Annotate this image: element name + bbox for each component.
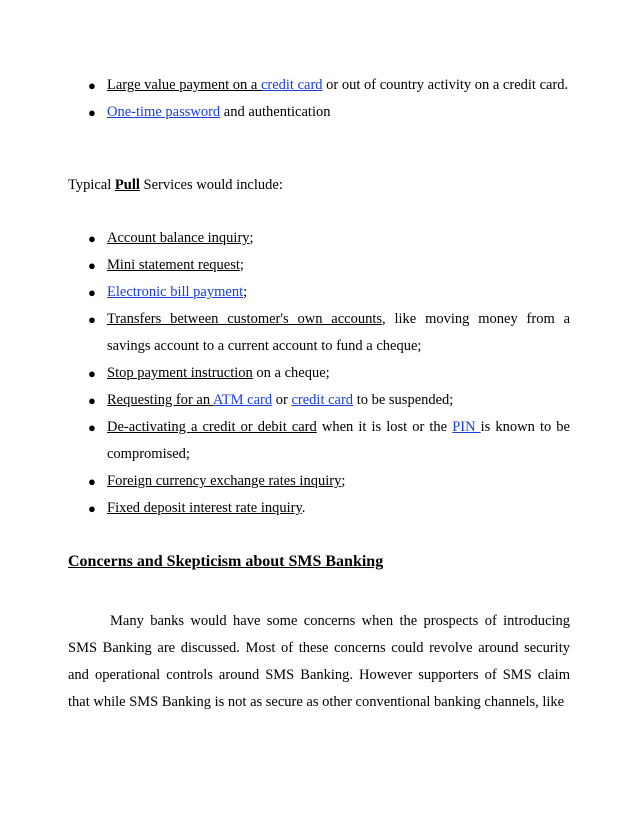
body-paragraph: Many banks would have some concerns when the prospects of introducing SMS Banking are discussed. Most of these concerns could revolve around security and operational controls around SMS Banking. However supporters of SMS claim that while SMS Banking is not as secure as other conventional banking channels, like	[68, 613, 570, 710]
list-item	[80, 360, 570, 387]
bullet-icon: ●	[88, 474, 96, 489]
item-text: to be suspended;	[353, 392, 454, 408]
item-text: ;	[341, 473, 346, 489]
underlined-term: Fixed deposit interest rate inquiry	[107, 500, 302, 516]
list-item	[80, 495, 570, 522]
item-text: when it is lost or the	[316, 419, 453, 435]
bullet-icon: ●	[88, 501, 96, 516]
bullet-icon: ●	[88, 393, 96, 408]
list-item	[80, 225, 570, 252]
list-item	[80, 99, 570, 126]
bullet-icon: ●	[88, 285, 96, 300]
pull-intro-prefix: Typical	[68, 177, 115, 193]
item-text: .	[301, 500, 306, 516]
underlined-term: Mini statement request	[107, 257, 240, 273]
underlined-term: Stop payment instruction	[107, 365, 253, 381]
underlined-term: Requesting for an	[107, 392, 213, 408]
hyperlink[interactable]: credit card	[260, 77, 323, 93]
item-text: ;	[249, 230, 254, 246]
hyperlink[interactable]: ATM card	[212, 392, 273, 408]
item-text: and authentication	[220, 104, 331, 120]
item-text: or	[272, 392, 292, 408]
list-item	[80, 468, 570, 495]
bullet-icon: ●	[88, 105, 96, 120]
underlined-term: Foreign currency exchange rates inquiry	[107, 473, 342, 489]
bullet-icon: ●	[88, 366, 96, 381]
pull-services-list	[80, 225, 570, 522]
pull-services-intro	[68, 172, 570, 199]
bullet-icon: ●	[88, 231, 96, 246]
list-item	[80, 387, 570, 414]
underlined-term: Transfers between customer's own accounts	[107, 311, 383, 327]
hyperlink[interactable]: PIN	[452, 419, 481, 435]
pull-intro-suffix: Services would include:	[139, 177, 283, 193]
bullet-icon: ●	[88, 420, 96, 435]
pull-keyword: Pull	[114, 177, 140, 193]
item-text: on a cheque;	[252, 365, 330, 381]
item-text: is known to be compromised;	[107, 419, 570, 462]
list-item	[80, 72, 570, 99]
push-services-list	[80, 72, 570, 126]
underlined-term: Large value payment on a	[107, 77, 261, 93]
list-item	[80, 414, 570, 468]
underlined-term: Account balance inquiry	[107, 230, 250, 246]
section-heading: Concerns and Skepticism about SMS Banking	[68, 553, 384, 570]
hyperlink[interactable]: credit card	[291, 392, 354, 408]
bullet-icon: ●	[88, 312, 96, 327]
bullet-icon: ●	[88, 78, 96, 93]
item-text: , like moving money from a savings account to a current account to fund a cheque;	[107, 311, 571, 354]
list-item	[80, 279, 570, 306]
item-text: ;	[239, 257, 244, 273]
item-text: ;	[243, 284, 248, 300]
bullet-icon: ●	[88, 258, 96, 273]
hyperlink[interactable]: Electronic bill payment	[107, 284, 244, 300]
underlined-term: De-activating a credit or debit card	[107, 419, 317, 435]
list-item	[80, 252, 570, 279]
hyperlink[interactable]: One-time password	[107, 104, 221, 120]
list-item	[80, 306, 570, 360]
item-text: or out of country activity on a credit card.	[322, 77, 569, 93]
